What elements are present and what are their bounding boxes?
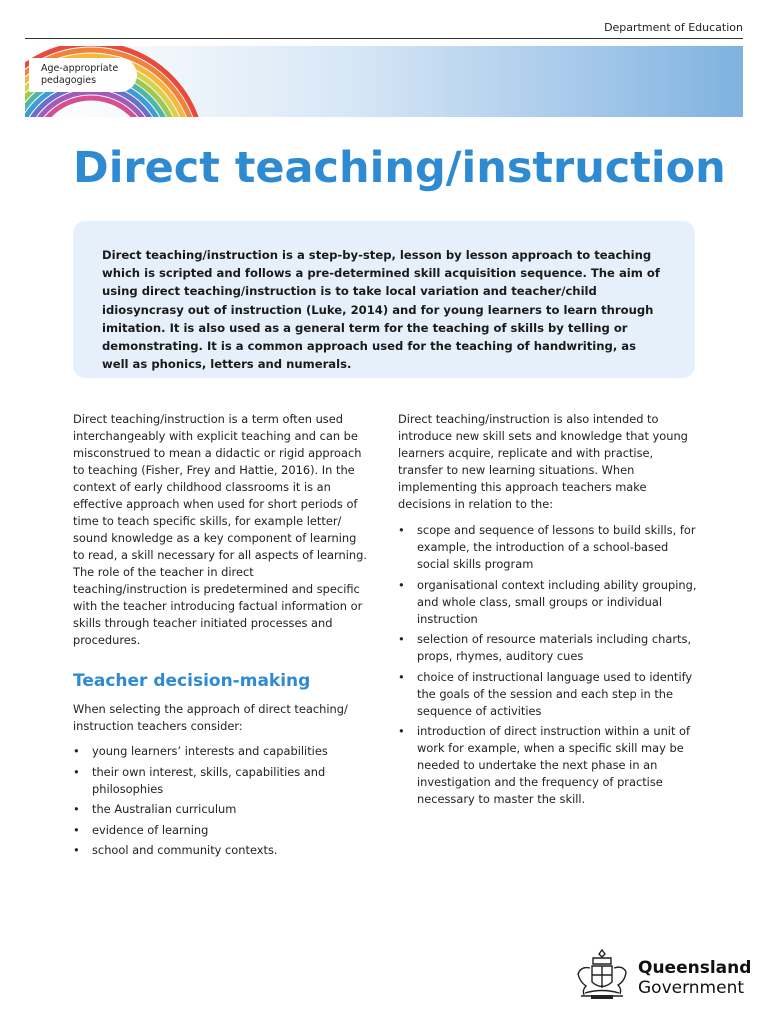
left-intro-paragraph: Direct teaching/instruction is a term often used interchangeably with explicit teaching and can be misconstrued to mean a didactic or rigid approach to teaching (Fisher, Frey and Hattie, 2016). In the context of early childhood classrooms it is an effective approach when used for short periods of time to teach specific skills, for example letter/ sound knowledge as a key component of learning to read, a skill necessary for all aspects of learning. The role of the teacher in direct teaching/instruction is predetermined and specific with the teacher introducing factual information or skills through teacher initiated processes and procedures. (73, 412, 367, 647)
left-column (73, 411, 369, 863)
header-rule (25, 38, 743, 39)
page-title: Direct teaching/instruction (73, 143, 726, 193)
section-heading: Teacher decision-making (73, 671, 311, 691)
list-item: • selection of resource materials including charts, props, rhymes, auditory cues (398, 631, 698, 665)
summary-box (73, 221, 695, 378)
right-intro-paragraph: Direct teaching/instruction is also intended to introduce new skill sets and knowledge that young learners acquire, replicate and with practise, transfer to new learning situations. When implementing this approach teachers make decisions in relation to the: (398, 412, 688, 511)
list-item: • organisational context including ability grouping, and whole class, small groups or individual instruction (398, 577, 698, 628)
banner (25, 46, 743, 117)
banner-tag-line2: pedagogies (41, 75, 97, 86)
logo-line2: Government (638, 978, 745, 998)
list-item: • choice of instructional language used to identify the goals of the session and each step in the sequence of activities (398, 669, 698, 720)
banner-tag-line1: Age-appropriate (41, 63, 119, 74)
left-lead-paragraph: When selecting the approach of direct teaching/ instruction teachers consider: (73, 702, 348, 733)
queensland-government-logo (573, 946, 752, 1002)
decisions-list (398, 522, 698, 808)
logo-line1: Queensland (638, 958, 752, 978)
considerations-list (73, 743, 369, 859)
list-item: • their own interest, skills, capabilities and philosophies (73, 764, 369, 798)
logo-wordmark (638, 958, 751, 998)
list-item: • school and community contexts. (73, 842, 369, 859)
list-item: • the Australian curriculum (73, 801, 369, 818)
summary-text: Direct teaching/instruction is a step-by-step, lesson by lesson approach to teaching which is scripted and follows a pre-determined skill acquisition sequence. The aim of using direct teaching/instruction is to take local variation and teacher/child idiosyncrasy out of instruction (Luke, 2014) and for young learners to learn through imitation. It is also used as a general term for the teaching of skills by telling or demonstrating. It is a common approach used for the teaching of handwriting, as well as phonics, letters and numerals. (102, 248, 660, 372)
queensland-coat-of-arms-icon (573, 946, 631, 1002)
list-item: • scope and sequence of lessons to build skills, for example, the introduction of a school-based social skills program (398, 522, 698, 573)
department-name: Department of Education (604, 21, 743, 34)
list-item: • evidence of learning (73, 822, 369, 839)
list-item: • young learners’ interests and capabilities (73, 743, 369, 760)
right-column (398, 411, 698, 812)
banner-tag (29, 58, 137, 92)
list-item: • introduction of direct instruction within a unit of work for example, when a specific skill may be needed to undertake the next phase in an investigation and the frequency of practise necessary to master the skill. (398, 723, 698, 808)
